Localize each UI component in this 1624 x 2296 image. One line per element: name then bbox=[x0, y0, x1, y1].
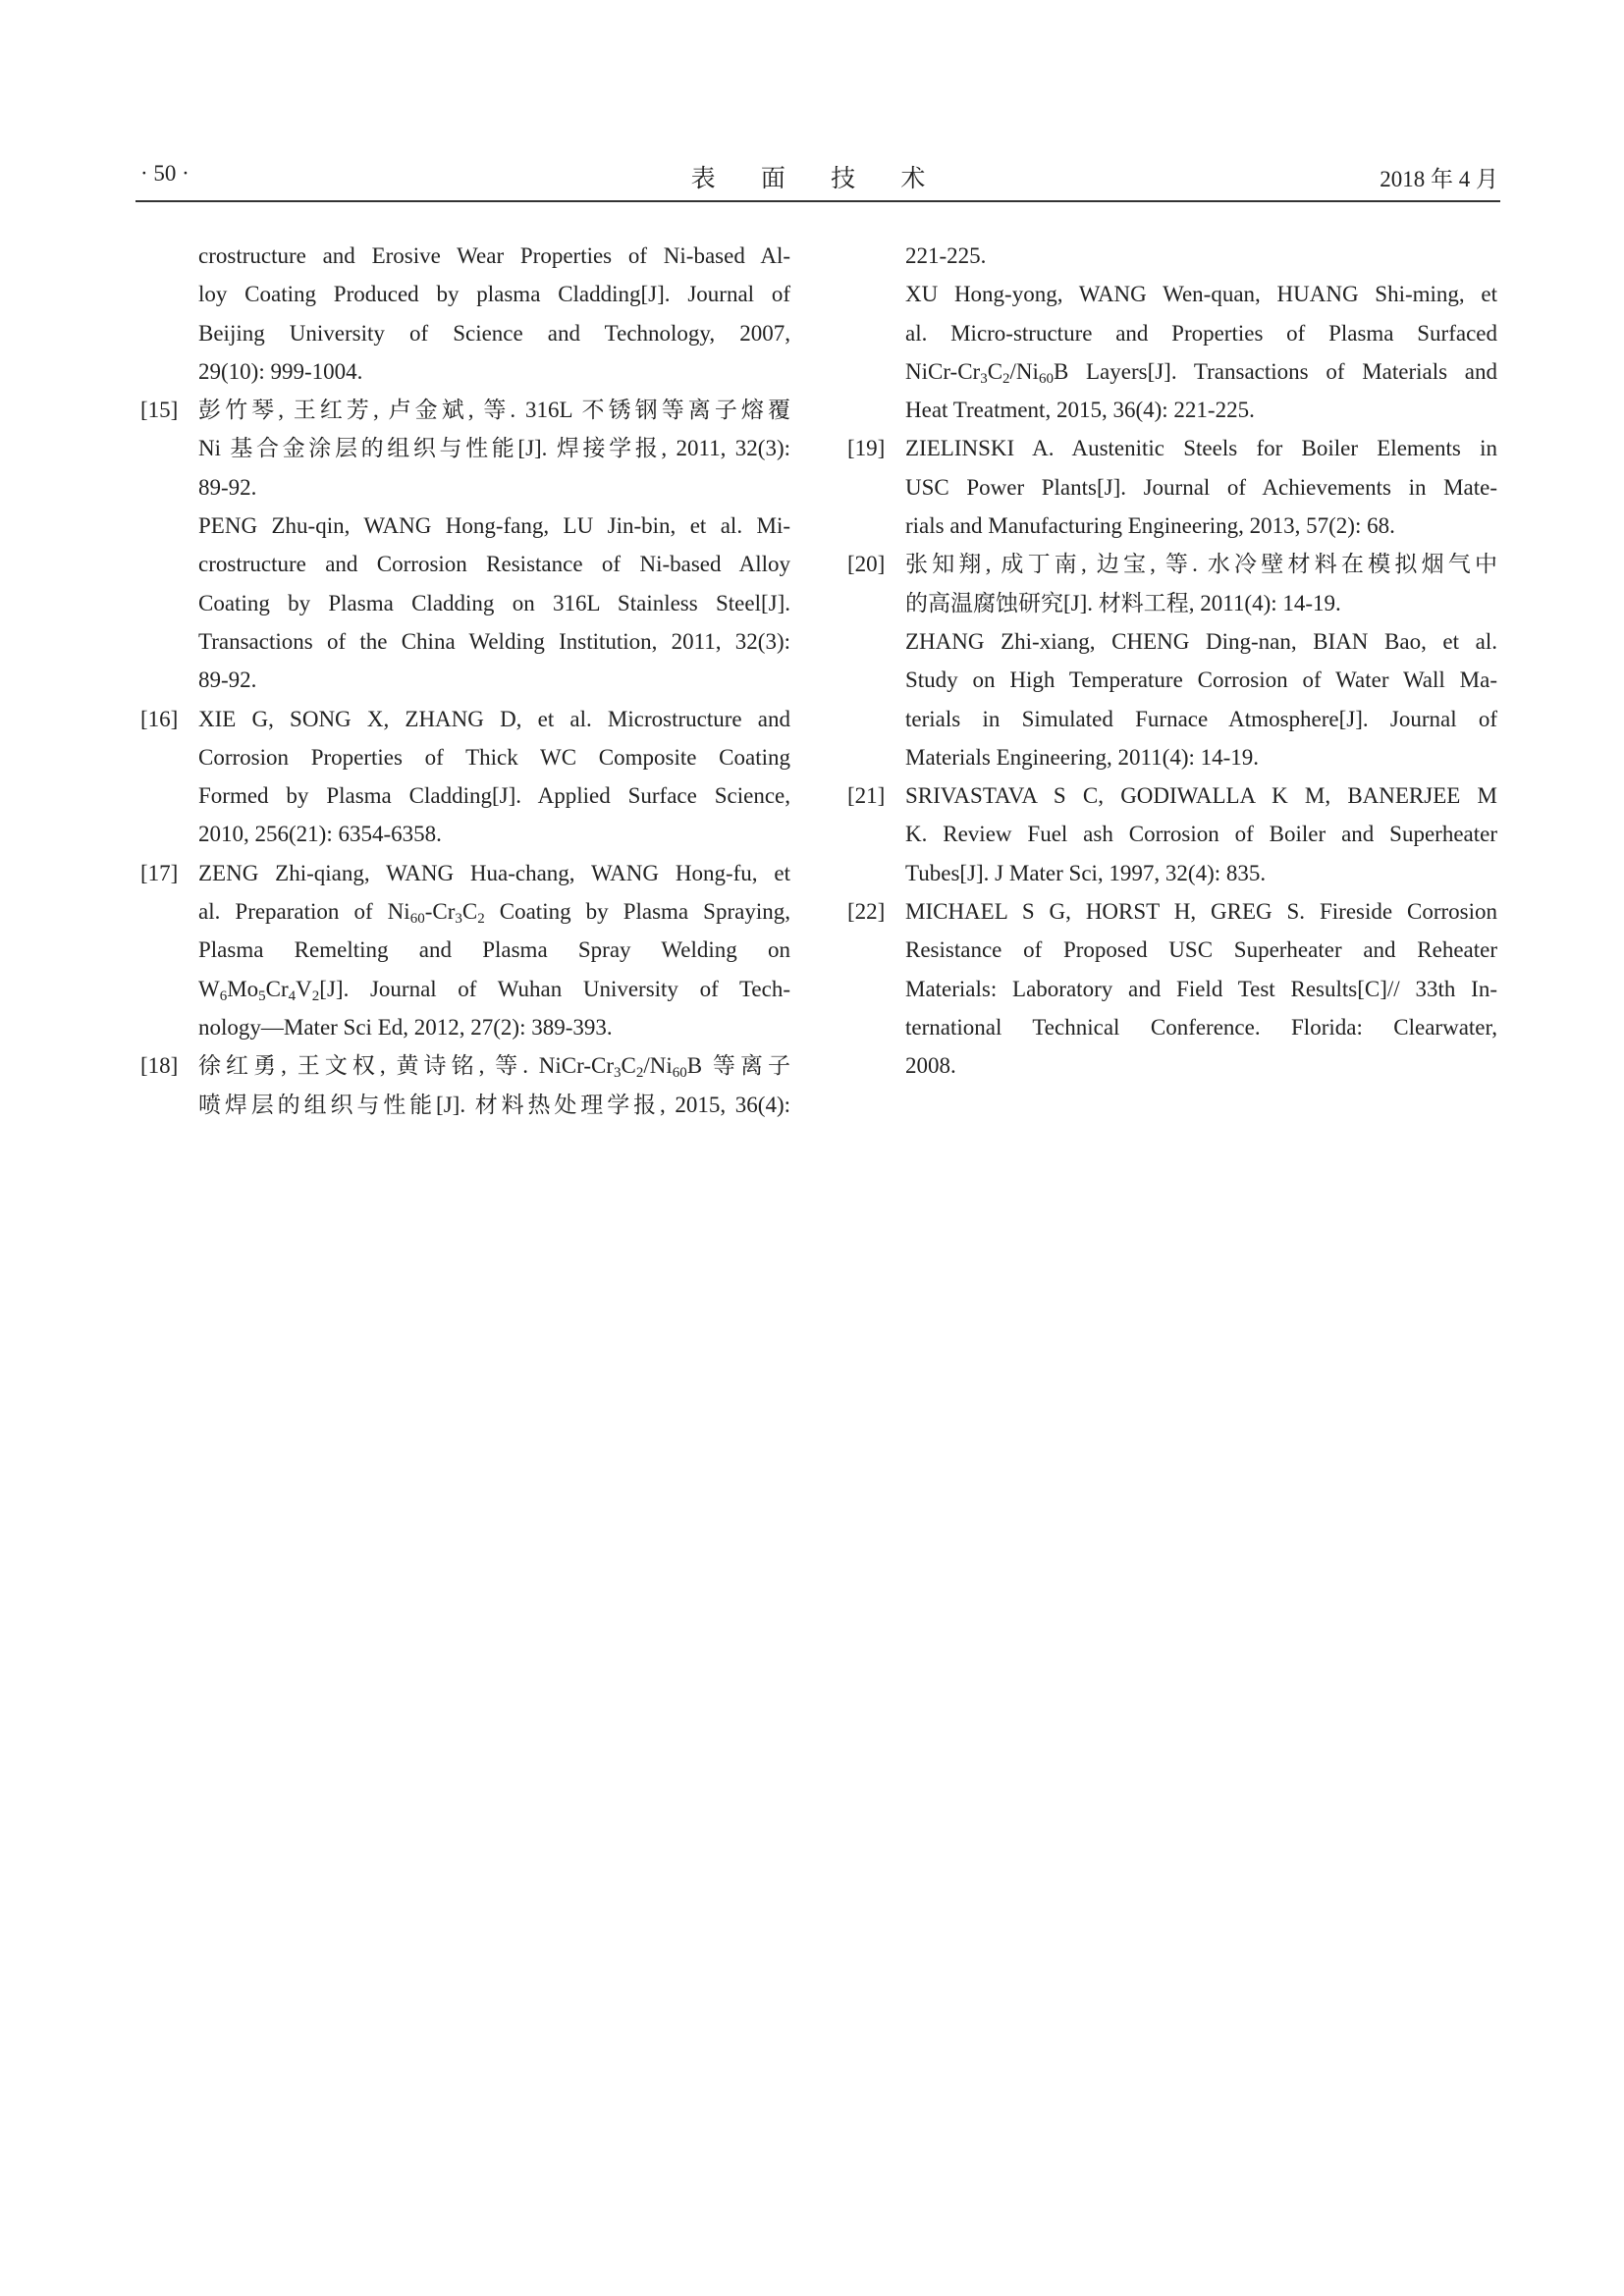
ref-line: Beijing University of Science and Technology, 2007, bbox=[198, 320, 790, 346]
ref-line: Plasma Remelting and Plasma Spray Welding on bbox=[198, 937, 790, 963]
subscript: 3 bbox=[614, 1065, 622, 1082]
reference-19 bbox=[844, 429, 1497, 545]
text-run: W bbox=[198, 976, 220, 1001]
text-run: Cr bbox=[265, 976, 289, 1001]
ref-line bbox=[198, 1046, 790, 1085]
subscript: 60 bbox=[1038, 370, 1054, 387]
reference-number: [18] bbox=[140, 1053, 179, 1079]
reference-number: [17] bbox=[140, 860, 179, 885]
text-run: /Ni bbox=[643, 1053, 673, 1079]
ref-line: 喷焊层的组织与性能[J]. 材料热处理学报, 2015, 36(4): bbox=[198, 1092, 790, 1117]
ref-line: 张知翔, 成丁南, 边宝, 等. 水冷壁材料在模拟烟气中 bbox=[905, 552, 1497, 577]
ref-line: 彭竹琴, 王红芳, 卢金斌, 等. 316L 不锈钢等离子熔覆 bbox=[198, 398, 790, 423]
subscript: 2 bbox=[635, 1065, 644, 1082]
reference-15 bbox=[137, 391, 790, 699]
ref-line: al. Micro-structure and Properties of Plasma Surfaced bbox=[905, 320, 1497, 346]
reference-18 bbox=[137, 1046, 790, 1124]
right-column bbox=[844, 237, 1497, 1086]
ref-line: K. Review Fuel ash Corrosion of Boiler and Superheater bbox=[905, 822, 1497, 847]
reference-17 bbox=[137, 854, 790, 1046]
ref-line bbox=[905, 352, 1497, 391]
left-column bbox=[137, 237, 790, 1124]
ref-line: 的高温腐蚀研究[J]. 材料工程, 2011(4): 14-19. bbox=[905, 590, 1341, 615]
ref-line: 89-92. bbox=[198, 474, 257, 500]
ref-line: crostructure and Corrosion Resistance of Ni-based Alloy bbox=[198, 552, 790, 577]
subscript: 2 bbox=[1002, 370, 1010, 387]
ref-line: Transactions of the China Welding Institution, 2011, 32(3): bbox=[198, 628, 790, 654]
text-run: Coating by Plasma Spraying, bbox=[484, 899, 790, 925]
ref-line: Tubes[J]. J Mater Sci, 1997, 32(4): 835. bbox=[905, 860, 1267, 885]
text-run: C bbox=[461, 899, 478, 925]
ref-line: 89-92. bbox=[198, 667, 257, 693]
text-run: al. Preparation of Ni bbox=[198, 899, 410, 925]
ref-line: crostructure and Erosive Wear Properties of Ni-based Al- bbox=[198, 243, 790, 268]
running-header bbox=[135, 155, 1500, 202]
subscript: 3 bbox=[455, 911, 462, 928]
ref-line: terials in Simulated Furnace Atmosphere[J]. Journal of bbox=[905, 706, 1497, 731]
reference-number: [20] bbox=[847, 552, 886, 577]
reference-number: [21] bbox=[847, 783, 886, 809]
subscript: 2 bbox=[311, 988, 320, 1004]
ref-line: rials and Manufacturing Engineering, 2013, 57(2): 68. bbox=[905, 513, 1395, 539]
ref-line: Study on High Temperature Corrosion of Water Wall Ma- bbox=[905, 667, 1497, 693]
issue-date: 2018 年 4 月 bbox=[1380, 167, 1498, 191]
subscript: 6 bbox=[219, 988, 228, 1004]
ref-line: Ni 基合金涂层的组织与性能[J]. 焊接学报, 2011, 32(3): bbox=[198, 436, 790, 461]
ref-line: MICHAEL S G, HORST H, GREG S. Fireside Corrosion bbox=[905, 899, 1497, 925]
subscript: 5 bbox=[258, 988, 266, 1004]
ref-line: Corrosion Properties of Thick WC Composite Coating bbox=[198, 744, 790, 770]
text-run: NiCr-Cr bbox=[905, 358, 981, 384]
ref-line: ZHANG Zhi-xiang, CHENG Ding-nan, BIAN Bao, et al. bbox=[905, 628, 1497, 654]
subscript: 60 bbox=[672, 1065, 687, 1082]
ref-line: ternational Technical Conference. Florida: Clearwater, bbox=[905, 1014, 1497, 1040]
ref-line: PENG Zhu-qin, WANG Hong-fang, LU Jin-bin, et al. Mi- bbox=[198, 513, 790, 539]
journal-title: 表 面 技 术 bbox=[690, 166, 946, 192]
ref-line: nology—Mater Sci Ed, 2012, 27(2): 389-393. bbox=[198, 1014, 613, 1040]
text-run: B Layers[J]. Transactions of Materials and bbox=[1053, 358, 1497, 384]
text-run: Mo bbox=[227, 976, 259, 1001]
ref-line bbox=[198, 970, 790, 1008]
page-number: · 50 · bbox=[140, 161, 189, 186]
reference-number: [22] bbox=[847, 899, 886, 925]
ref-line: XIE G, SONG X, ZHANG D, et al. Microstructure and bbox=[198, 706, 790, 731]
subscript: 60 bbox=[409, 911, 425, 928]
reference-21 bbox=[844, 776, 1497, 892]
ref-line: Materials Engineering, 2011(4): 14-19. bbox=[905, 744, 1260, 770]
text-run: B 等离子 bbox=[686, 1053, 790, 1079]
text-run: C bbox=[621, 1053, 636, 1079]
ref-line: USC Power Plants[J]. Journal of Achievements in Mate- bbox=[905, 474, 1497, 500]
text-run: /Ni bbox=[1009, 358, 1039, 384]
ref-line: ZENG Zhi-qiang, WANG Hua-chang, WANG Hong-fu, et bbox=[198, 860, 790, 885]
ref-line: Formed by Plasma Cladding[J]. Applied Surface Science, bbox=[198, 783, 790, 809]
reference-22 bbox=[844, 892, 1497, 1085]
ref-line: Resistance of Proposed USC Superheater and Reheater bbox=[905, 937, 1497, 963]
ref-line: 221-225. bbox=[905, 243, 987, 268]
text-run: V bbox=[296, 976, 312, 1001]
ref-line: SRIVASTAVA S C, GODIWALLA K M, BANERJEE M bbox=[905, 783, 1497, 809]
text-run: 徐红勇, 王文权, 黄诗铭, 等. NiCr-Cr bbox=[198, 1053, 614, 1079]
text-run: -Cr bbox=[424, 899, 456, 925]
subscript: 4 bbox=[288, 988, 297, 1004]
reference-16 bbox=[137, 700, 790, 854]
ref-line: XU Hong-yong, WANG Wen-quan, HUANG Shi-ming, et bbox=[905, 282, 1497, 307]
reference-number: [15] bbox=[140, 398, 179, 423]
reference-20 bbox=[844, 545, 1497, 776]
reference-number: [19] bbox=[847, 436, 886, 461]
ref-line bbox=[198, 892, 790, 931]
ref-line: Coating by Plasma Cladding on 316L Stainless Steel[J]. bbox=[198, 590, 790, 615]
ref-line: 2010, 256(21): 6354-6358. bbox=[198, 822, 442, 847]
subscript: 2 bbox=[477, 911, 485, 928]
reference-14-continuation bbox=[137, 237, 790, 391]
reference-18-continuation bbox=[844, 237, 1497, 429]
ref-line: ZIELINSKI A. Austenitic Steels for Boiler Elements in bbox=[905, 436, 1497, 461]
ref-line: loy Coating Produced by plasma Cladding[J]. Journal of bbox=[198, 282, 790, 307]
text-run: [J]. Journal of Wuhan University of Tech- bbox=[319, 976, 790, 1001]
reference-number: [16] bbox=[140, 706, 179, 731]
text-run: C bbox=[987, 358, 1003, 384]
ref-line: 29(10): 999-1004. bbox=[198, 358, 363, 384]
subscript: 3 bbox=[980, 370, 988, 387]
ref-line: Materials: Laboratory and Field Test Results[C]// 33th In- bbox=[905, 976, 1497, 1001]
ref-line: Heat Treatment, 2015, 36(4): 221-225. bbox=[905, 398, 1255, 423]
ref-line: 2008. bbox=[905, 1053, 956, 1079]
